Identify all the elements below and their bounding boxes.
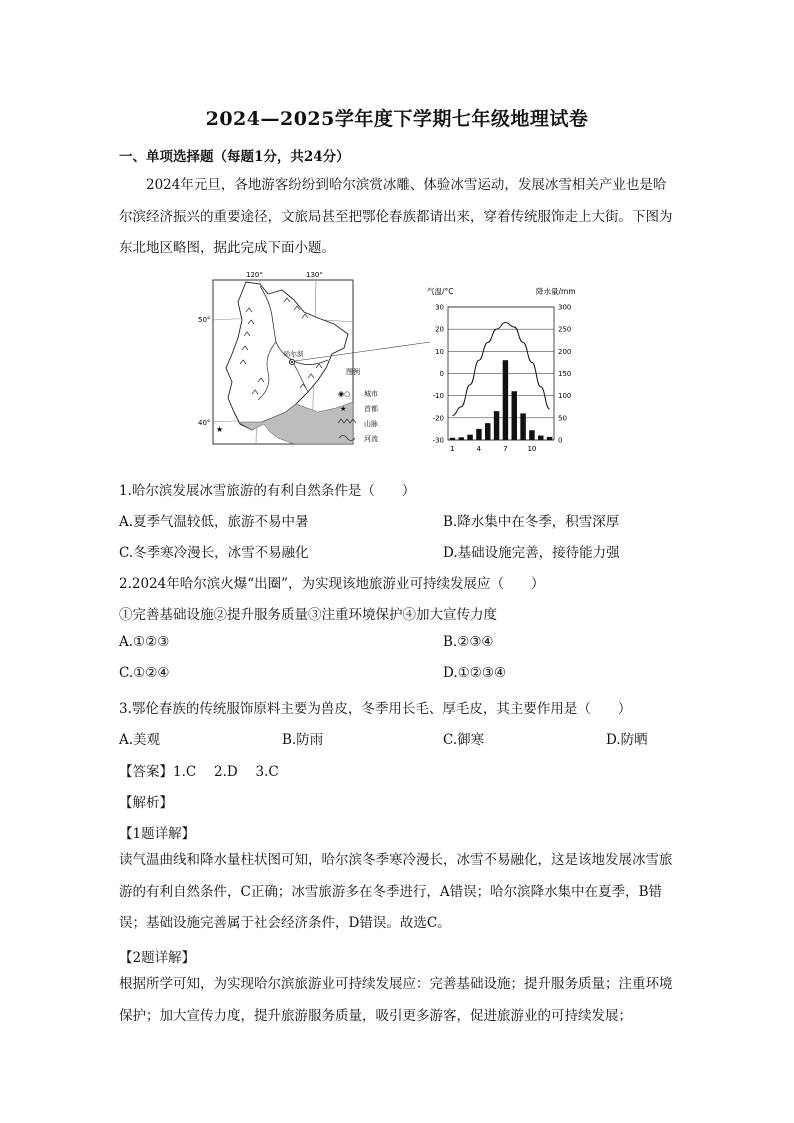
- precipitation-bar: [529, 430, 534, 440]
- q1-detail-text: 读气温曲线和降水量柱状图可知，哈尔滨冬季寒冷漫长，冰雪不易融化，这是该地发展冰雪旅游的有利自然条件，C正确；冰雪旅游多在冬季进行，A错误；哈尔滨降水集中在夏季，B错误；基础设施完善属于社会经济条件，D错误。故选C。: [119, 852, 673, 931]
- q2-option-a[interactable]: A.①②③: [119, 634, 170, 650]
- precipitation-bar: [476, 429, 481, 440]
- chart-left-axis-label: 气温/°C: [427, 287, 454, 296]
- q3-option-a[interactable]: A.美观: [119, 732, 161, 748]
- intro-paragraph: 2024年元旦，各地游客纷纷到哈尔滨赏冰雕、体验冰雪运动，发展冰雪相关产业也是哈尔滨经济振兴的重要途径，文旅局甚至把鄂伦春族都请出来，穿着传统服饰走上大街。下图为东北地区略图，据此完成下面小题。: [119, 177, 673, 256]
- q1-option-b[interactable]: B.降水集中在冬季，积雪深厚: [443, 514, 620, 530]
- precipitation-bar: [520, 413, 525, 440]
- legend-mountain: 山脉: [364, 420, 378, 428]
- q3-option-d[interactable]: D.防晒: [606, 732, 648, 748]
- q3-option-c[interactable]: C.御寒: [443, 732, 485, 748]
- analysis-label: 【解析】: [119, 795, 173, 811]
- capital-star-icon: ★: [216, 425, 224, 434]
- chart-left-tick-label: 10: [435, 347, 444, 356]
- chart-right-tick-label: 100: [558, 392, 572, 401]
- figure-map-and-climate-chart: [198, 272, 598, 462]
- chart-right-tick-label: 150: [558, 370, 572, 378]
- precipitation-bar: [503, 360, 508, 440]
- q2-detail-label: 【2题详解】: [119, 950, 196, 966]
- precipitation-bar: [538, 436, 543, 440]
- precipitation-bar: [547, 437, 552, 440]
- question-1-stem: 1.哈尔滨发展冰雪旅游的有利自然条件是（ ）: [119, 483, 416, 499]
- svg-text:◉○: ◉○: [338, 390, 351, 398]
- lon-label-130: 130°: [306, 272, 323, 279]
- chart-left-tick-label: 20: [435, 325, 444, 334]
- q1-option-a[interactable]: A.夏季气温较低，旅游不易中暑: [119, 514, 309, 530]
- chart-left-tick-label: 30: [435, 303, 444, 312]
- precipitation-bar: [485, 423, 490, 440]
- answer-line: 【答案】1.C 2.D 3.C: [119, 764, 279, 780]
- precipitation-bar: [512, 391, 517, 440]
- chart-x-tick-label: 7: [503, 445, 508, 453]
- chart-left-tick-label: 0: [439, 370, 444, 378]
- northeast-china-map: [198, 272, 430, 444]
- lon-label-120: 120°: [246, 272, 263, 279]
- q2-detail-text: 根据所学可知，为实现哈尔滨旅游业可持续发展应：完善基础设施；提升服务质量；注重环境保护；加大宣传力度，提升旅游服务质量，吸引更多游客，促进旅游业的可持续发展；: [119, 976, 673, 1024]
- legend-river: 河流: [364, 435, 378, 443]
- lat-label-40: 40°: [198, 419, 211, 427]
- q3-option-b[interactable]: B.防雨: [282, 732, 324, 748]
- chart-left-tick-label: -30: [432, 436, 444, 445]
- chart-right-tick-label: 300: [558, 303, 572, 312]
- q1-detail-label: 【1题详解】: [119, 826, 196, 842]
- climate-chart: [427, 286, 576, 453]
- precipitation-bar: [494, 411, 499, 440]
- q2-option-c[interactable]: C.①②④: [119, 665, 170, 681]
- chart-x-tick-label: 1: [450, 445, 455, 453]
- chart-right-tick-label: 200: [558, 347, 572, 356]
- chart-left-tick-label: -10: [432, 392, 444, 401]
- question-2-stem: 2.2024年哈尔滨火爆“出圈”，为实现该地旅游业可持续发展应（ ）: [119, 576, 545, 592]
- chart-right-axis-label: 降水量/mm: [536, 287, 576, 296]
- chart-left-tick-label: -20: [432, 414, 444, 423]
- precipitation-bar: [450, 438, 455, 440]
- chart-x-tick-label: 4: [476, 445, 482, 453]
- q1-option-c[interactable]: C.冬季寒冷漫长，冰雪不易融化: [119, 545, 309, 561]
- question-3-stem: 3.鄂伦春族的传统服饰原料主要为兽皮，冬季用长毛、厚毛皮，其主要作用是（ ）: [119, 701, 632, 717]
- chart-x-tick-label: 10: [527, 445, 537, 453]
- q2-option-d[interactable]: D.①②③④: [443, 665, 507, 681]
- legend-city: 城市: [364, 390, 378, 398]
- precipitation-bar: [467, 435, 472, 440]
- q2-option-b[interactable]: B.②③④: [443, 634, 494, 650]
- precipitation-bar: [459, 437, 464, 440]
- city-harbin-label: 哈尔滨: [284, 350, 304, 358]
- figure-svg: [198, 272, 598, 462]
- chart-right-tick-label: 250: [558, 325, 572, 334]
- temperature-curve: [452, 323, 549, 416]
- question-2-statements: ①完善基础设施②提升服务质量③注重环境保护④加大宣传力度: [119, 607, 497, 623]
- section-heading: 一、单项选择题（每题1分，共24分）: [119, 149, 350, 165]
- chart-right-tick-label: 50: [558, 414, 567, 423]
- legend-title: 图例: [346, 368, 360, 376]
- chart-right-tick-label: 0: [558, 436, 563, 445]
- legend-capital: 首都: [364, 405, 378, 413]
- lat-label-50: 50°: [198, 316, 211, 324]
- legend-capital-icon: ★: [340, 405, 347, 413]
- page-title: 2024—2025学年度下学期七年级地理试卷: [205, 108, 589, 130]
- q1-option-d[interactable]: D.基础设施完善，接待能力强: [443, 545, 620, 561]
